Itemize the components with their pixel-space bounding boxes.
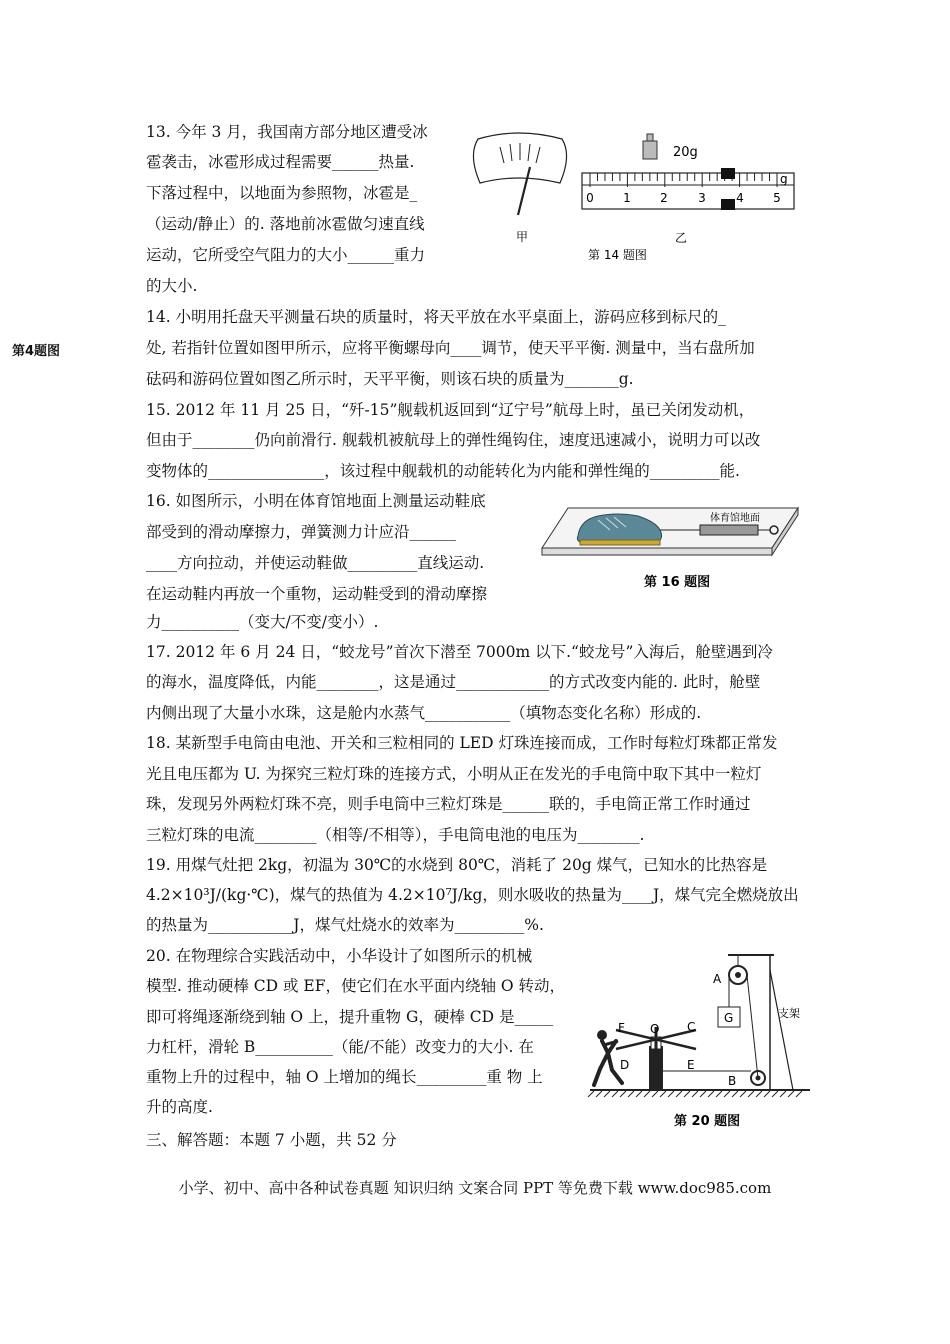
q17-line: 内侧出现了大量小水珠，这是舱内水蒸气___________（填物态变化名称）形成的. xyxy=(146,704,702,722)
q14-line: 14. 小明用托盘天平测量石块的质量时，将天平放在水平桌面上，游码应移到标尺的_ xyxy=(146,308,726,326)
ground-hatch-line xyxy=(780,1091,786,1097)
ground-hatch-line xyxy=(692,1091,698,1097)
figure-14 xyxy=(470,125,800,270)
rider-scale xyxy=(582,168,794,210)
weight-label: 20g xyxy=(673,145,698,160)
q20-line: 模型. 推动硬棒 CD 或 EF，使它们在水平面内绕轴 O 转动， xyxy=(146,977,566,995)
label-jia: 甲 xyxy=(516,230,529,244)
ground-hatch-line xyxy=(772,1091,778,1097)
tick-label: 3 xyxy=(698,191,706,205)
q14-line: 处, 若指针位置如图甲所示，应将平衡螺母向____调节，使天平平衡. 测量中，当右盘所加 xyxy=(146,339,755,357)
q20-line: 重物上升的过程中，轴 O 上增加的绳长_________重 物 上 xyxy=(146,1068,543,1086)
q17-line: 的海水，温度降低，内能________，这是通过____________的方式改变内能的. 此时，舱壁 xyxy=(146,673,761,691)
ground-hatch-line xyxy=(644,1091,650,1097)
label-o: O xyxy=(650,1022,660,1036)
q20-line: 即可将绳逐渐绕到轴 O 上，提升重物 G，硬棒 CD 是_____ xyxy=(146,1008,554,1026)
scale-unit: g xyxy=(780,172,788,186)
label-e: E xyxy=(687,1058,695,1072)
rider-bottom xyxy=(721,199,735,210)
ground-hatch-line xyxy=(636,1091,642,1097)
q18-line: 三粒灯珠的电流________（相等/不相等），手电筒电池的电压为________. xyxy=(146,826,645,844)
ground-hatch-line xyxy=(628,1091,634,1097)
side-figure-label: 第4题图 xyxy=(12,344,61,359)
figure-16 xyxy=(540,500,800,595)
ground-hatch-line xyxy=(684,1091,690,1097)
label-a: A xyxy=(713,972,722,986)
q15-line: 变物体的_______________，该过程中舰载机的动能转化为内能和弹性绳的_________能. xyxy=(146,462,740,480)
figure-16-caption: 第 16 题图 xyxy=(644,575,711,590)
label-g: G xyxy=(724,1011,734,1025)
q16-line: 力__________（变大/不变/变小）. xyxy=(146,613,379,631)
q16-line: ____方向拉动，并使运动鞋做_________直线运动. xyxy=(146,554,485,572)
q20-line: 力杠杆，滑轮 B__________（能/不能）改变力的大小. 在 xyxy=(146,1038,534,1056)
q13-line: 下落过程中，以地面为参照物，冰雹是_ xyxy=(146,184,418,202)
ground-hatch-line xyxy=(732,1091,738,1097)
ground-hatch-line xyxy=(716,1091,722,1097)
ground-hatch-line xyxy=(596,1091,602,1097)
q15-line: 15. 2012 年 11 月 25 日，“歼-15”舰载机返回到“辽宁号”航母上时，虽已关闭发动机， xyxy=(146,401,755,419)
label-yi: 乙 xyxy=(675,231,688,245)
q18-line: 光且电压都为 U. 为探究三粒灯珠的连接方式，小明从正在发光的手电筒中取下其中一粒灯 xyxy=(146,765,762,783)
tick-label: 1 xyxy=(623,191,631,205)
label-c: C xyxy=(687,1020,696,1034)
ground-hatch-line xyxy=(612,1091,618,1097)
q16-line: 部受到的滑动摩擦力，弹簧测力计应沿______ xyxy=(146,523,457,541)
floor-label: 体育馆地面 xyxy=(710,513,760,524)
tick-label: 0 xyxy=(586,191,594,205)
q18-line: 18. 某新型手电筒由电池、开关和三粒相同的 LED 灯珠连接而成，工作时每粒灯珠都正常发 xyxy=(146,734,778,752)
ground-hatch-line xyxy=(708,1091,714,1097)
label-d: D xyxy=(620,1058,630,1072)
tick-label: 4 xyxy=(736,191,744,205)
q13-line: 的大小. xyxy=(146,277,198,295)
axle-o xyxy=(649,1027,663,1090)
ground-hatch-line xyxy=(620,1091,626,1097)
q16-line: 在运动鞋内再放一个重物，运动鞋受到的滑动摩擦 xyxy=(146,585,488,603)
ground-hatch-line xyxy=(588,1091,594,1097)
balance-dial xyxy=(473,133,566,215)
ground xyxy=(588,1090,810,1097)
tick-label: 2 xyxy=(660,191,668,205)
q16-line: 16. 如图所示，小明在体育馆地面上测量运动鞋底 xyxy=(146,492,486,510)
ground-hatch-line xyxy=(788,1091,794,1097)
label-b: B xyxy=(728,1074,737,1088)
ground-hatch-line xyxy=(740,1091,746,1097)
q15-line: 但由于________仍向前滑行. 舰载机被航母上的弹性绳钩住，速度迅速减小，说明力可以改 xyxy=(146,431,761,449)
ground-hatch-line xyxy=(756,1091,762,1097)
section-heading: 三、解答题：本题 7 小题，共 52 分 xyxy=(146,1131,397,1149)
ground-hatch-line xyxy=(676,1091,682,1097)
q20-line: 20. 在物理综合实践活动中，小华设计了如图所示的机械 xyxy=(146,947,533,965)
rider-top xyxy=(721,168,735,179)
ground-hatch-line xyxy=(748,1091,754,1097)
figure-20-caption: 第 20 题图 xyxy=(674,1114,741,1129)
q13-line: （运动/静止）的. 落地前冰雹做匀速直线 xyxy=(146,215,425,233)
tick-label: 5 xyxy=(773,191,781,205)
rope xyxy=(747,975,758,1078)
ground-hatch-line xyxy=(660,1091,666,1097)
q17-line: 17. 2012 年 6 月 24 日，“蛟龙号”首次下潜至 7000m 以下.“蛟龙号”入海后，舱壁遇到冷 xyxy=(146,643,773,661)
q14-line: 砝码和游码位置如图乙所示时，天平平衡，则该石块的质量为_______g. xyxy=(146,370,634,388)
ground-hatch-line xyxy=(796,1091,802,1097)
q13-line: 运动，它所受空气阻力的大小______重力 xyxy=(146,246,426,264)
ground-hatch-line xyxy=(700,1091,706,1097)
ground-hatch-line xyxy=(724,1091,730,1097)
ground-hatch-line xyxy=(652,1091,658,1097)
q20-line: 升的高度. xyxy=(146,1098,213,1116)
figure-14-caption: 第 14 题图 xyxy=(588,248,647,262)
balance-pointer xyxy=(518,167,530,215)
q18-line: 珠，发现另外两粒灯珠不亮，则手电筒中三粒灯珠是______联的，手电筒正常工作时通过 xyxy=(146,795,751,813)
label-f: F xyxy=(618,1021,625,1035)
q19-line: 4.2×10³J/(kg·℃)，煤气的热值为 4.2×10⁷J/kg，则水吸收的热量为____J，煤气完全燃烧放出 xyxy=(146,886,799,904)
label-support: 支架 xyxy=(778,1007,800,1020)
figure-20 xyxy=(588,945,813,1135)
q19-line: 19. 用煤气灶把 2kg，初温为 30℃的水烧到 80℃，消耗了 20g 煤气，已知水的比热容是 xyxy=(146,856,768,874)
q19-line: 的热量为___________J，煤气灶烧水的效率为_________%. xyxy=(146,916,544,934)
ground-hatch-line xyxy=(764,1091,770,1097)
weight-20g xyxy=(643,134,657,159)
person xyxy=(594,1030,622,1085)
ground-hatch-line xyxy=(604,1091,610,1097)
footer-text: 小学、初中、高中各种试卷真题 知识归纳 文案合同 PPT 等免费下载 www.doc985.com xyxy=(178,1179,772,1197)
scale-numbers xyxy=(586,191,781,205)
ground-hatch-line xyxy=(668,1091,674,1097)
q13-line: 13. 今年 3 月，我国南方部分地区遭受冰 xyxy=(146,123,428,141)
q13-line: 雹袭击，冰雹形成过程需要______热量. xyxy=(146,153,415,171)
